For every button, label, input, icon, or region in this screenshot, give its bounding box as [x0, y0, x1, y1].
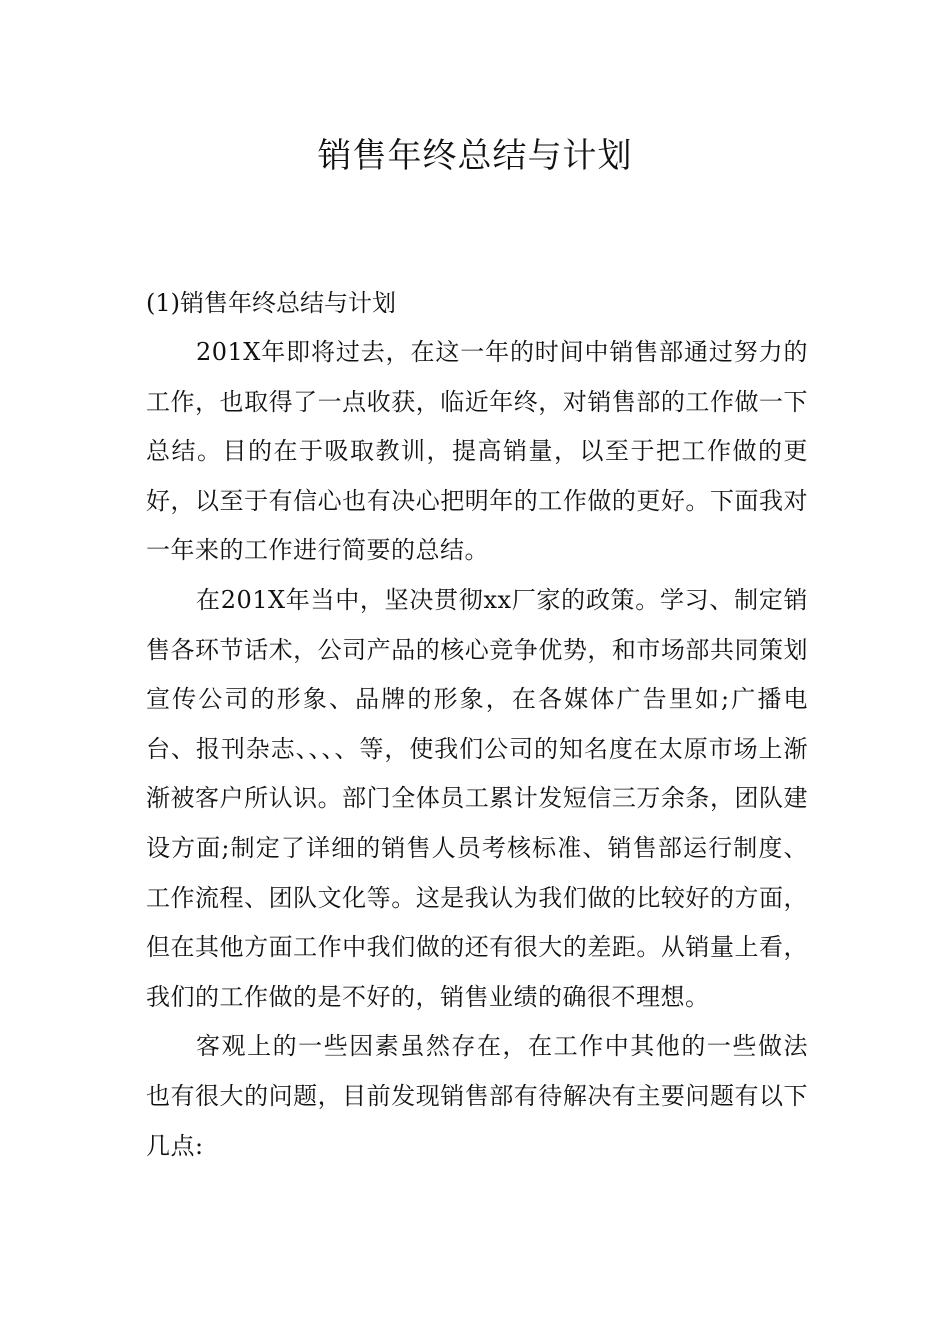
- paragraph-3: 客观上的一些因素虽然存在，在工作中其他的一些做法也有很大的问题，目前发现销售部有待解决有主要问题有以下几点:: [146, 1032, 808, 1160]
- paragraph-2: 在201X年当中，坚决贯彻xx厂家的政策。学习、制定销售各环节话术，公司产品的核心竞争优势，和市场部共同策划宣传公司的形象、品牌的形象，在各媒体广告里如;广播电台、报刊杂志、、、、等，使我们公司的知名度在太原市场上渐渐被客户所认识。部门全体员工累计发短信三万余条，团队建设方面;制定了详细的销售人员考核标准、销售部运行制度、工作流程、团队文化等。这是我认为我们做的比较好的方面，但在其他方面工作中我们做的还有很大的差距。从销量上看，我们的工作做的是不好的，销售业绩的确很不理想。: [146, 585, 808, 1011]
- paragraph-1: 201X年即将过去，在这一年的时间中销售部通过努力的工作，也取得了一点收获，临近年终，对销售部的工作做一下总结。目的在于吸取教训，提高销量，以至于把工作做的更好，以至于有信心也有决心把明年的工作做的更好。下面我对一年来的工作进行简要的总结。: [146, 338, 808, 565]
- section-subheading: (1)销售年终总结与计划: [146, 289, 396, 317]
- document-body: [146, 278, 808, 1171]
- document-title: 销售年终总结与计划: [317, 136, 633, 176]
